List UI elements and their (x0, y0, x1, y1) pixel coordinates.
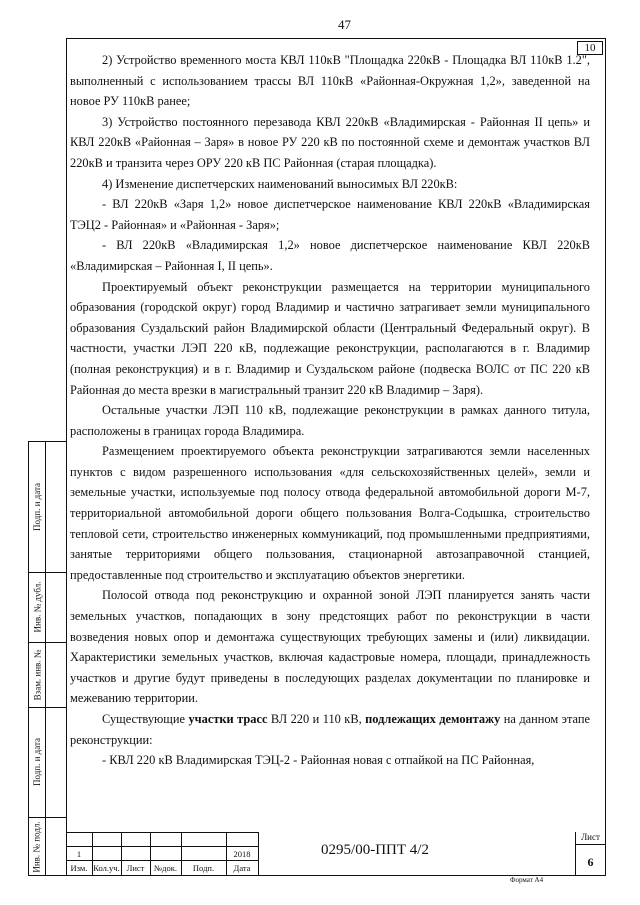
header-list: Лист (126, 863, 145, 873)
text-run: ВЛ 220 и 110 кВ, (267, 712, 366, 726)
header-podp: Подп. (192, 863, 215, 873)
paragraph: - КВЛ 220 кВ Владимирская ТЭЦ-2 - Районная новая с отпайкой на ПС Районная, (102, 753, 535, 768)
header-ndok: №док. (154, 863, 177, 873)
change-number: 1 (76, 849, 82, 859)
corner-number: 10 (577, 41, 603, 55)
stamp-label: Инв. № подл. (32, 821, 42, 873)
paragraph: Остальные участки ЛЭП 110 кВ, подлежащие реконструкции в рамках данного титула, расположены в границах города Владимира. (70, 403, 590, 438)
stamp-label: Взам. инв. № (32, 649, 42, 700)
text-run: на данном этапе реконструкции: (70, 712, 590, 747)
paragraph (70, 709, 590, 750)
paragraph: Размещением проектируемого объекта реконструкции затрагиваются земли населенных пунктов с видом разрешенного использования «для сельскохозяйственных целей», земли и земельные участки, используемые под полосу отвода федеральной автомобильной дороги М-7, территориальной автомобильной дороги общего пользования Волга-Содышка, строительство тепловой сети, строительство инженерных коммуникаций, под промышленными предприятиями, занятые территориями общего пользования, стационарной автозаправочной станцией, предоставленные под строительство и эксплуатацию объектов энергетики. (70, 444, 590, 582)
paragraph: 2) Устройство временного моста КВЛ 110кВ "Площадка 220кВ - Площадка ВЛ 110кВ 1.2", выполненный с использованием трассы ВЛ 110кВ «Районная-Окружная 1,2», заведенной на новое РУ 110кВ ранее; (70, 53, 590, 109)
side-stamp (28, 441, 66, 876)
sheet-label: Лист (581, 832, 600, 842)
stamp-label: Подп. и дата (32, 482, 42, 532)
paragraph: Проектируемый объект реконструкции размещается на территории муниципального образования (городской округ) город Владимир и частично затрагивает земли муниципального образования Суздальский район Владимирской области (Центральный Федеральный округ). В частности, участки ЛЭП 220 кВ, подлежащие реконструкции, располагаются в г. Владимир (полная реконструкция) и в г. Владимир и Суздальском районе (подвеска ВОЛС от ПС 220 кВ Районная до места врезки в магистральный транзит 220 кВ Владимир – Заря). (70, 279, 590, 397)
paragraph: 4) Изменение диспетчерских наименований выносимых ВЛ 220кВ: (102, 176, 458, 191)
paragraph: 3) Устройство постоянного перезавода КВЛ 220кВ «Владимирская - Районная II цепь» и КВЛ 220кВ «Районная – Заря» в новое РУ 220 кВ по постоянной схеме и демонтаж участков ВЛ 220кВ и транзита через ОРУ 220 кВ ПС Районная (старая площадка). (70, 114, 590, 170)
header-izm: Изм. (70, 863, 88, 873)
bold-run: подлежащих демонтажу (365, 712, 501, 726)
sheet-number: 6 (587, 855, 594, 869)
stamp-label: Инв. № дубл. (32, 581, 42, 633)
header-date: Дата (233, 863, 251, 873)
page-number: 47 (338, 17, 351, 32)
format-label: Формат А4 (510, 876, 544, 884)
header-kol: Кол.уч. (93, 863, 120, 873)
paragraph: - ВЛ 220кВ «Владимирская 1,2» новое диспетчерское наименование КВЛ 220кВ «Владимирская – Районная I, II цепь». (70, 238, 590, 273)
bold-run: участки трасс (188, 712, 268, 726)
stamp-divider (45, 442, 46, 875)
text-run: Существующие (102, 712, 189, 726)
paragraph: - ВЛ 220кВ «Заря 1,2» новое диспетчерское наименование КВЛ 220кВ «Владимирская ТЭЦ2 - Районная» и «Районная - Заря»; (70, 197, 590, 232)
paragraph: Полосой отвода под реконструкцию и охранной зоной ЛЭП планируется занять части земельных участков, попадающих в зону предстоящих работ по реконструкции в части возведения новых опор и демонтажа существующих требующих замены и (или) ликвидации. Характеристики земельных участков, включая кадастровые номера, площади, принадлежность участков и другие будут приведены в последующих разделах документации по планировке и межеванию территории. (70, 588, 590, 706)
document-body (70, 50, 590, 771)
stamp-label: Подп. и дата (32, 737, 42, 787)
year: 2018 (233, 849, 251, 859)
document-code: 0295/00-ППТ 4/2 (321, 842, 429, 858)
